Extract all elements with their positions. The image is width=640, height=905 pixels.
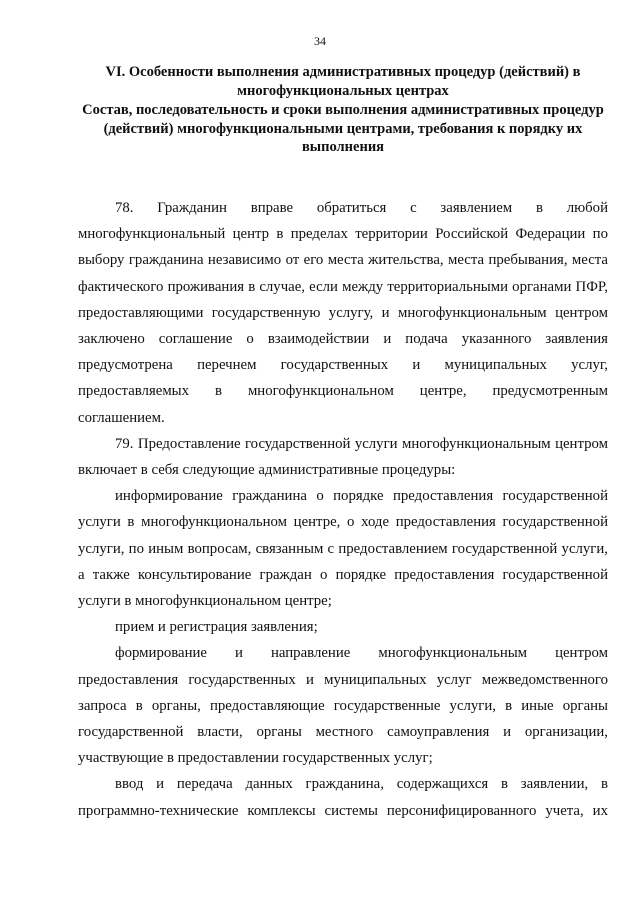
paragraph-78: 78. Гражданин вправе обратиться с заявлением в любой многофункциональный центр в пределах территории Российской Федерации по выбору гражданина независимо от его места жительства, места пребывания, места фактического проживания в случае, если между территориальными органами ПФР, предоставляющими государственную услугу, и многофункциональным центром заключено соглашение о взаимодействии и подача указанного заявления предусмотрена перечнем государственных и муниципальных услуг, предоставляемых в многофункциональном центре, предусмотренным соглашением. [78, 200, 608, 426]
subsection-heading: Состав, последовательность и сроки выполнения административных процедур (действий) многофункциональными центрами, требования к порядку их выполнения [82, 102, 604, 155]
list-item-reception: прием и регистрация заявления; [115, 619, 318, 636]
document-body [78, 195, 608, 823]
paragraph-79: 79. Предоставление государственной услуги многофункциональным центром включает в себя следующие административные процедуры: [78, 435, 608, 479]
list-item-informing: информирование гражданина о порядке предоставления государственной услуги в многофункциональном центре, о ходе предоставления государственной услуги, по иным вопросам, связанным с предоставлением государственной услуги, а также консультирование граждан о порядке предоставления государственной услуги в многофункциональном центре; [78, 488, 608, 610]
page-number: 34 [314, 34, 326, 48]
section-heading: VI. Особенности выполнения административных процедур (действий) в многофункциональных центрах [105, 64, 581, 99]
list-item-data-entry: ввод и передача данных гражданина, содержащихся в заявлении, в программно-технические комплексы системы персонифицированного учета, их [78, 776, 608, 819]
list-item-interagency-request: формирование и направление многофункциональным центром предоставления государственных и муниципальных услуг межведомственного запроса в органы, предоставляющие государственные услуги, в иные органы государственной власти, органы местного самоуправления и организации, участвующие в предоставлении государственных услуг; [78, 645, 608, 767]
